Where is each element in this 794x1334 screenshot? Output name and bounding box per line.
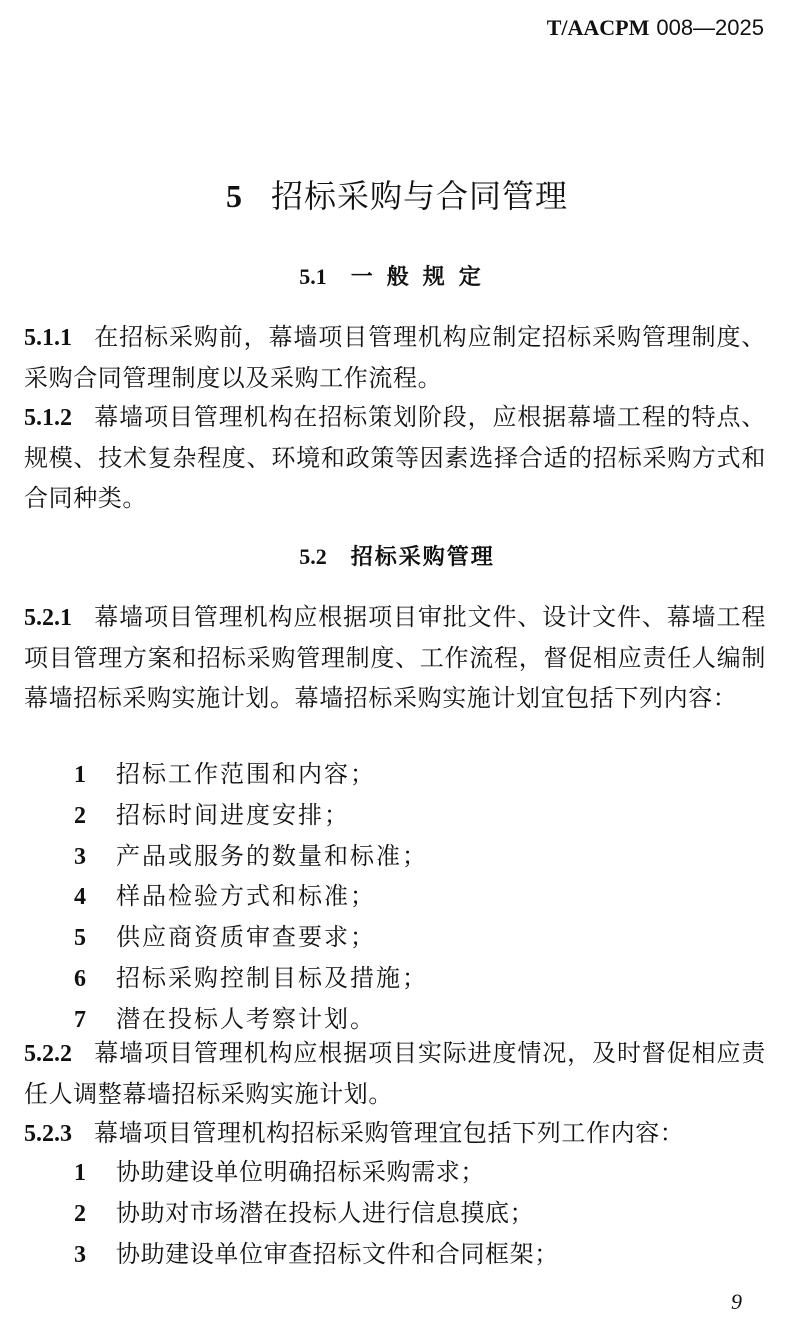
list-item [74,796,428,837]
item-number: 3 [74,1241,86,1268]
clause-5-1-1 [24,317,766,398]
clause-5-2-1-item-list [74,755,428,1041]
item-number: 7 [74,1006,86,1033]
item-text: 潜在投标人考察计划。 [116,1004,376,1033]
section-title-text: 一般规定 [350,265,495,290]
clause-number: 5.2.1 [24,605,72,631]
standard-prefix: T/AACPM [546,15,650,40]
item-number: 5 [74,925,86,952]
item-text: 协助建设单位明确招标采购需求； [116,1158,485,1186]
item-number: 1 [74,1160,86,1186]
clause-5-2-1 [24,597,766,718]
section-heading-5-2 [0,542,794,573]
item-number: 2 [74,802,86,829]
item-number: 6 [74,965,86,992]
clause-text: 在招标采购前，幕墙项目管理机构应制定招标采购管理制度、采购合同管理制度以及采购工作流程。 [24,323,766,392]
standard-number: 008—2025 [656,15,764,40]
clause-text: 幕墙项目管理机构招标采购管理宜包括下列工作内容： [94,1119,685,1147]
clause-number: 5.1.1 [24,325,72,351]
clause-text: 幕墙项目管理机构应根据项目审批文件、设计文件、幕墙工程项目管理方案和招标采购管理制度、工作流程，督促相应责任人编制幕墙招标采购实施计划。幕墙招标采购实施计划宜包括下列内容： [24,603,766,712]
item-text: 样品检验方式和标准； [116,882,376,911]
item-text: 招标采购控制目标及措施； [116,963,428,992]
clause-number: 5.2.3 [24,1121,72,1147]
item-number: 3 [74,843,86,870]
clause-number: 5.1.2 [24,405,72,431]
section-heading-5-1 [0,262,794,293]
item-number: 4 [74,884,86,911]
list-item [74,877,428,918]
page-number: 9 [731,1289,742,1314]
list-item [74,918,428,959]
clause-5-2-3-item-list [74,1153,559,1275]
chapter-title [0,176,794,216]
clause-5-2-2 [24,1033,766,1114]
section-number: 5.2 [299,544,327,569]
section-number: 5.1 [299,264,327,289]
list-item [74,1153,559,1194]
item-number: 2 [74,1200,86,1227]
clause-text: 幕墙项目管理机构应根据项目实际进度情况，及时督促相应责任人调整幕墙招标采购实施计划。 [24,1039,766,1108]
list-item [74,837,428,878]
item-text: 招标时间进度安排； [116,800,350,829]
item-text: 协助建设单位审查招标文件和合同框架； [116,1239,559,1268]
section-title-text: 招标采购管理 [350,545,495,570]
clause-text: 幕墙项目管理机构在招标策划阶段，应根据幕墙工程的特点、规模、技术复杂程度、环境和政策等因素选择合适的招标采购方式和合同种类。 [24,403,766,512]
item-number: 1 [74,762,86,788]
clause-number: 5.2.2 [24,1041,72,1067]
item-text: 招标工作范围和内容； [116,760,376,788]
item-text: 协助对市场潜在投标人进行信息摸底； [116,1198,535,1227]
chapter-title-text: 招标采购与合同管理 [270,177,568,215]
chapter-number: 5 [225,178,243,214]
item-text: 供应商资质审查要求； [116,923,376,952]
list-item [74,959,428,1000]
clause-5-2-3 [24,1113,766,1154]
standard-code-header [547,14,764,43]
list-item [74,1194,559,1235]
clause-5-1-2 [24,397,766,518]
item-text: 产品或服务的数量和标准； [116,841,428,870]
list-item [74,755,428,796]
list-item [74,1235,559,1276]
